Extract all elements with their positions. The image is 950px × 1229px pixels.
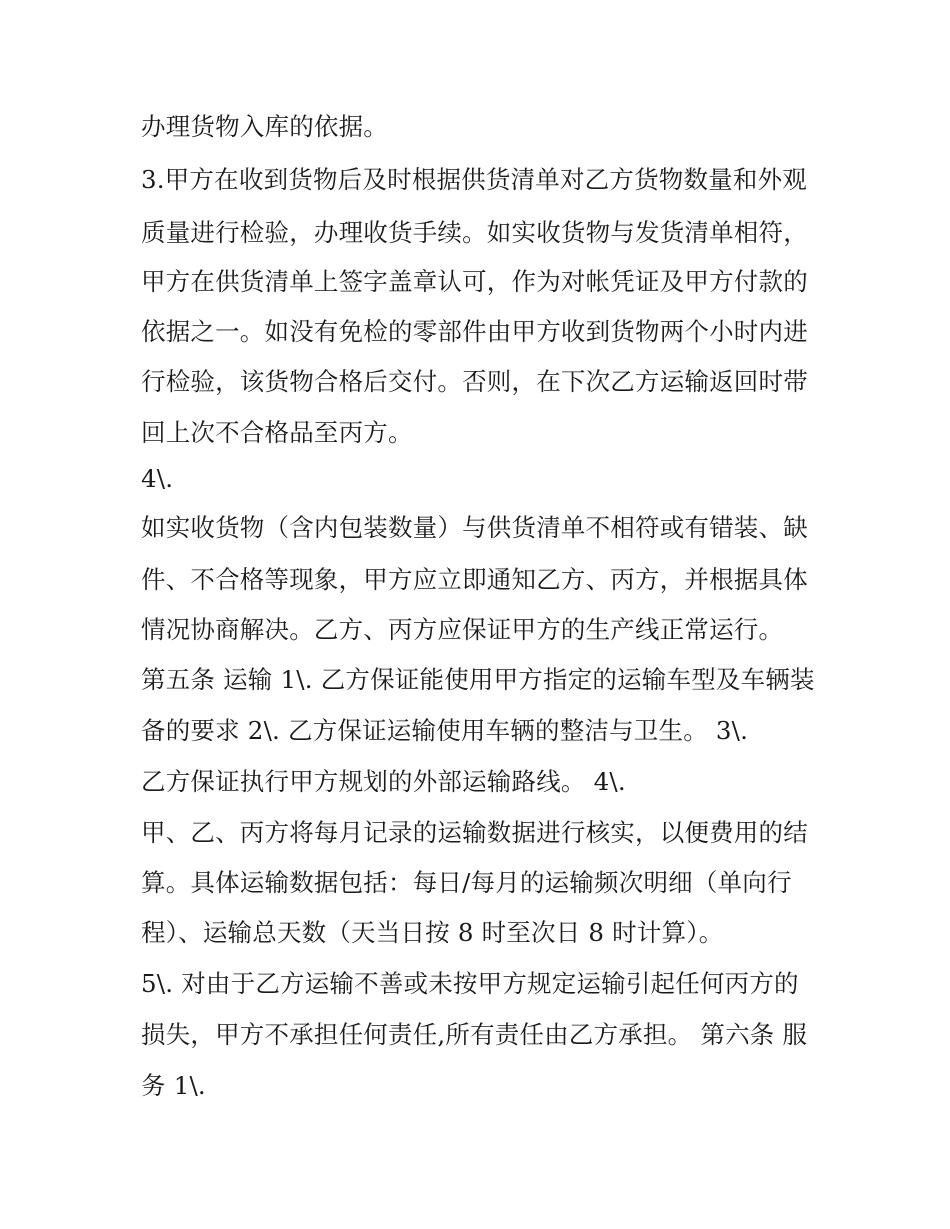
- text-line: 办理货物入库的依据。: [141, 112, 388, 141]
- text-line: 5\. 对由于乙方运输不善或未按甲方规定运输引起任何丙方的: [141, 969, 799, 998]
- text-line: 第五条 运输 1\. 乙方保证能使用甲方指定的运输车型及车辆装: [141, 665, 815, 694]
- text-line: 质量进行检验，办理收货手续。如实收货物与发货清单相符，: [141, 218, 808, 247]
- text-line: 3.甲方在收到货物后及时根据供货清单对乙方货物数量和外观: [141, 165, 807, 194]
- text-line: 损失，甲方不承担任何责任,所有责任由乙方承担。 第六条 服: [141, 1020, 808, 1049]
- text-line: 行检验，该货物合格后交付。否则，在下次乙方运输返回时带: [141, 367, 808, 396]
- text-line: 甲方在供货清单上签字盖章认可，作为对帐凭证及甲方付款的: [141, 267, 808, 296]
- text-line: 情况协商解决。乙方、丙方应保证甲方的生产线正常运行。: [141, 615, 784, 644]
- text-line: 4\.: [141, 464, 174, 493]
- text-line: 件、不合格等现象，甲方应立即通知乙方、丙方，并根据具体: [141, 565, 808, 594]
- text-line: 乙方保证执行甲方规划的外部运输路线。 4\.: [141, 767, 626, 796]
- text-line: 回上次不合格品至丙方。: [141, 418, 413, 447]
- text-line: 程）、运输总天数（天当日按 8 时至次日 8 时计算）。: [141, 918, 724, 947]
- text-line: 备的要求 2\. 乙方保证运输使用车辆的整洁与卫生。 3\.: [141, 716, 749, 745]
- text-line: 如实收货物（含内包装数量）与供货清单不相符或有错装、缺: [141, 513, 808, 542]
- text-line: 依据之一。如没有免检的零部件由甲方收到货物两个小时内进: [141, 317, 808, 346]
- text-line: 算。具体运输数据包括：每日/每月的运输频次明细（单向行: [141, 868, 792, 897]
- text-line: 甲、乙、丙方将每月记录的运输数据进行核实，以便费用的结: [141, 818, 808, 847]
- text-line: 务 1\.: [141, 1071, 206, 1100]
